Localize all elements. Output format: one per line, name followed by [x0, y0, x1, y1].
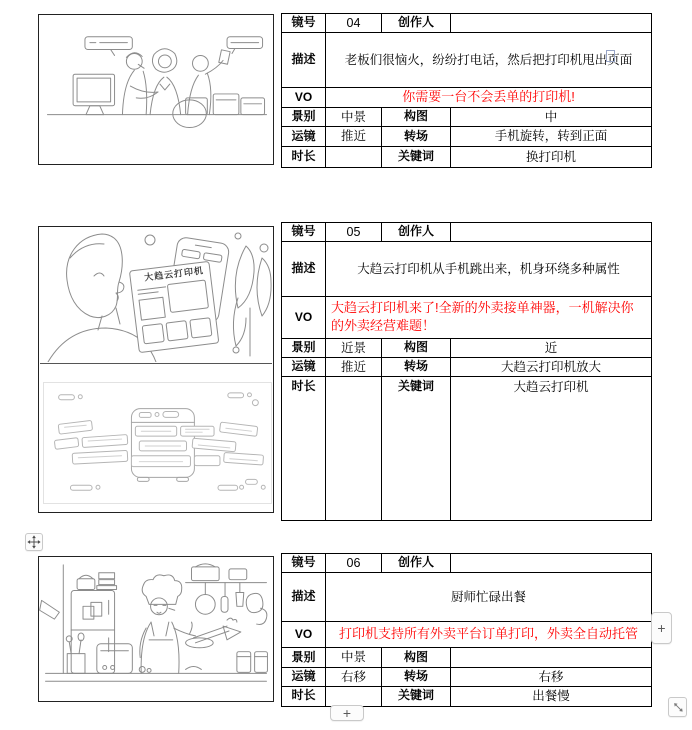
duration-label-cell[interactable]: 时长 [282, 686, 326, 706]
keywords-label-cell[interactable]: 关键词 [382, 686, 451, 706]
composition-label-cell[interactable]: 构图 [382, 648, 451, 667]
plus-icon: + [657, 620, 666, 636]
shot-number-label-cell[interactable]: 镜号 [282, 554, 326, 573]
transition-cell[interactable]: 手机旋转，转到正面 [451, 127, 652, 146]
composition-cell[interactable]: 近 [451, 338, 652, 357]
camera-move-label-cell[interactable]: 运镜 [282, 357, 326, 376]
description-label-cell[interactable]: 描述 [282, 33, 326, 88]
plus-icon: + [342, 705, 352, 721]
shot-number-label-cell[interactable]: 镜号 [282, 223, 326, 242]
vo-label-cell[interactable]: VO [282, 297, 326, 338]
camera-move-label-cell[interactable]: 运镜 [282, 667, 326, 686]
duration-label-cell[interactable]: 时长 [282, 377, 326, 521]
scene-size-cell[interactable]: 中景 [326, 648, 382, 667]
sketch-printer-feature-ring [44, 383, 271, 503]
scene-size-label-cell[interactable]: 景别 [282, 648, 326, 667]
keywords-cell[interactable]: 大趋云打印机 [451, 377, 652, 521]
transition-label-cell[interactable]: 转场 [382, 357, 451, 376]
scene-size-cell[interactable]: 中景 [326, 108, 382, 127]
move-icon [27, 535, 41, 549]
duration-cell[interactable] [326, 146, 382, 167]
description-label-cell[interactable]: 描述 [282, 242, 326, 297]
camera-move-label-cell[interactable]: 运镜 [282, 127, 326, 146]
creator-label-cell[interactable]: 创作人 [382, 223, 451, 242]
vo-label-cell[interactable]: VO [282, 622, 326, 648]
camera-move-cell[interactable]: 推近 [326, 357, 382, 376]
duration-label-cell[interactable]: 时长 [282, 146, 326, 167]
sketch-man-with-phone [40, 228, 272, 362]
scene-size-cell[interactable]: 近景 [326, 338, 382, 357]
sketch-busy-chef [39, 557, 273, 701]
shot-04-illustration[interactable] [38, 14, 274, 165]
composition-cell[interactable]: 中 [451, 108, 652, 127]
table-resize-handle[interactable] [668, 697, 687, 717]
vo-cell[interactable]: 大趋云打印机来了!全新的外卖接单神器，一机解决你的外卖经营难题！ [326, 297, 652, 338]
transition-label-cell[interactable]: 转场 [382, 127, 451, 146]
shot-number-label-cell[interactable]: 镜号 [282, 14, 326, 33]
add-column-button[interactable] [651, 612, 672, 644]
description-cell[interactable]: 厨师忙碌出餐 [326, 573, 652, 622]
keywords-cell[interactable]: 出餐慢 [451, 686, 652, 706]
shot-number-cell[interactable]: 06 [326, 554, 382, 573]
keywords-label-cell[interactable]: 关键词 [382, 146, 451, 167]
transition-cell[interactable]: 大趋云打印机放大 [451, 357, 652, 376]
shot-06-illustration[interactable] [38, 556, 274, 702]
duration-cell[interactable] [326, 377, 382, 521]
add-row-button[interactable] [330, 705, 364, 721]
camera-move-cell[interactable]: 右移 [326, 667, 382, 686]
transition-cell[interactable]: 右移 [451, 667, 652, 686]
shot-number-cell[interactable]: 05 [326, 223, 382, 242]
creator-cell[interactable] [451, 14, 652, 33]
vo-cell[interactable]: 你需要一台不会丢单的打印机! [326, 88, 652, 108]
vo-cell[interactable]: 打印机支持所有外卖平台订单打印，外卖全自动托管 [326, 622, 652, 648]
creator-label-cell[interactable]: 创作人 [382, 14, 451, 33]
description-cell[interactable]: 老板们很恼火，纷纷打电话，然后把打印机甩出页面 [326, 33, 652, 88]
scene-size-label-cell[interactable]: 景别 [282, 108, 326, 127]
table-move-handle[interactable] [25, 533, 43, 551]
description-cell[interactable]: 大趋云打印机从手机跳出来，机身环绕多种属性 [326, 242, 652, 297]
phone-jump-image-frame [40, 228, 272, 364]
shot-05-illustration[interactable] [38, 226, 274, 513]
composition-cell[interactable] [451, 648, 652, 667]
transition-label-cell[interactable]: 转场 [382, 667, 451, 686]
composition-label-cell[interactable]: 构图 [382, 108, 451, 127]
stray-character-box [606, 50, 615, 62]
shot-04-table [281, 13, 652, 168]
creator-cell[interactable] [451, 554, 652, 573]
composition-label-cell[interactable]: 构图 [382, 338, 451, 357]
shot-06-table [281, 553, 652, 707]
printer-feature-image-frame [43, 382, 272, 504]
vo-label-cell[interactable]: VO [282, 88, 326, 108]
shot-number-cell[interactable]: 04 [326, 14, 382, 33]
creator-cell[interactable] [451, 223, 652, 242]
camera-move-cell[interactable]: 推近 [326, 127, 382, 146]
scene-size-label-cell[interactable]: 景别 [282, 338, 326, 357]
sketch-bosses-on-phones [39, 15, 273, 164]
shot-05-table [281, 222, 652, 521]
keywords-cell[interactable]: 换打印机 [451, 146, 652, 167]
description-label-cell[interactable]: 描述 [282, 573, 326, 622]
keywords-label-cell[interactable]: 关键词 [382, 377, 451, 521]
duration-cell[interactable] [326, 686, 382, 706]
printer-card-title: 大趋云打印机 [143, 265, 205, 283]
creator-label-cell[interactable]: 创作人 [382, 554, 451, 573]
diagonal-resize-icon [671, 700, 685, 714]
